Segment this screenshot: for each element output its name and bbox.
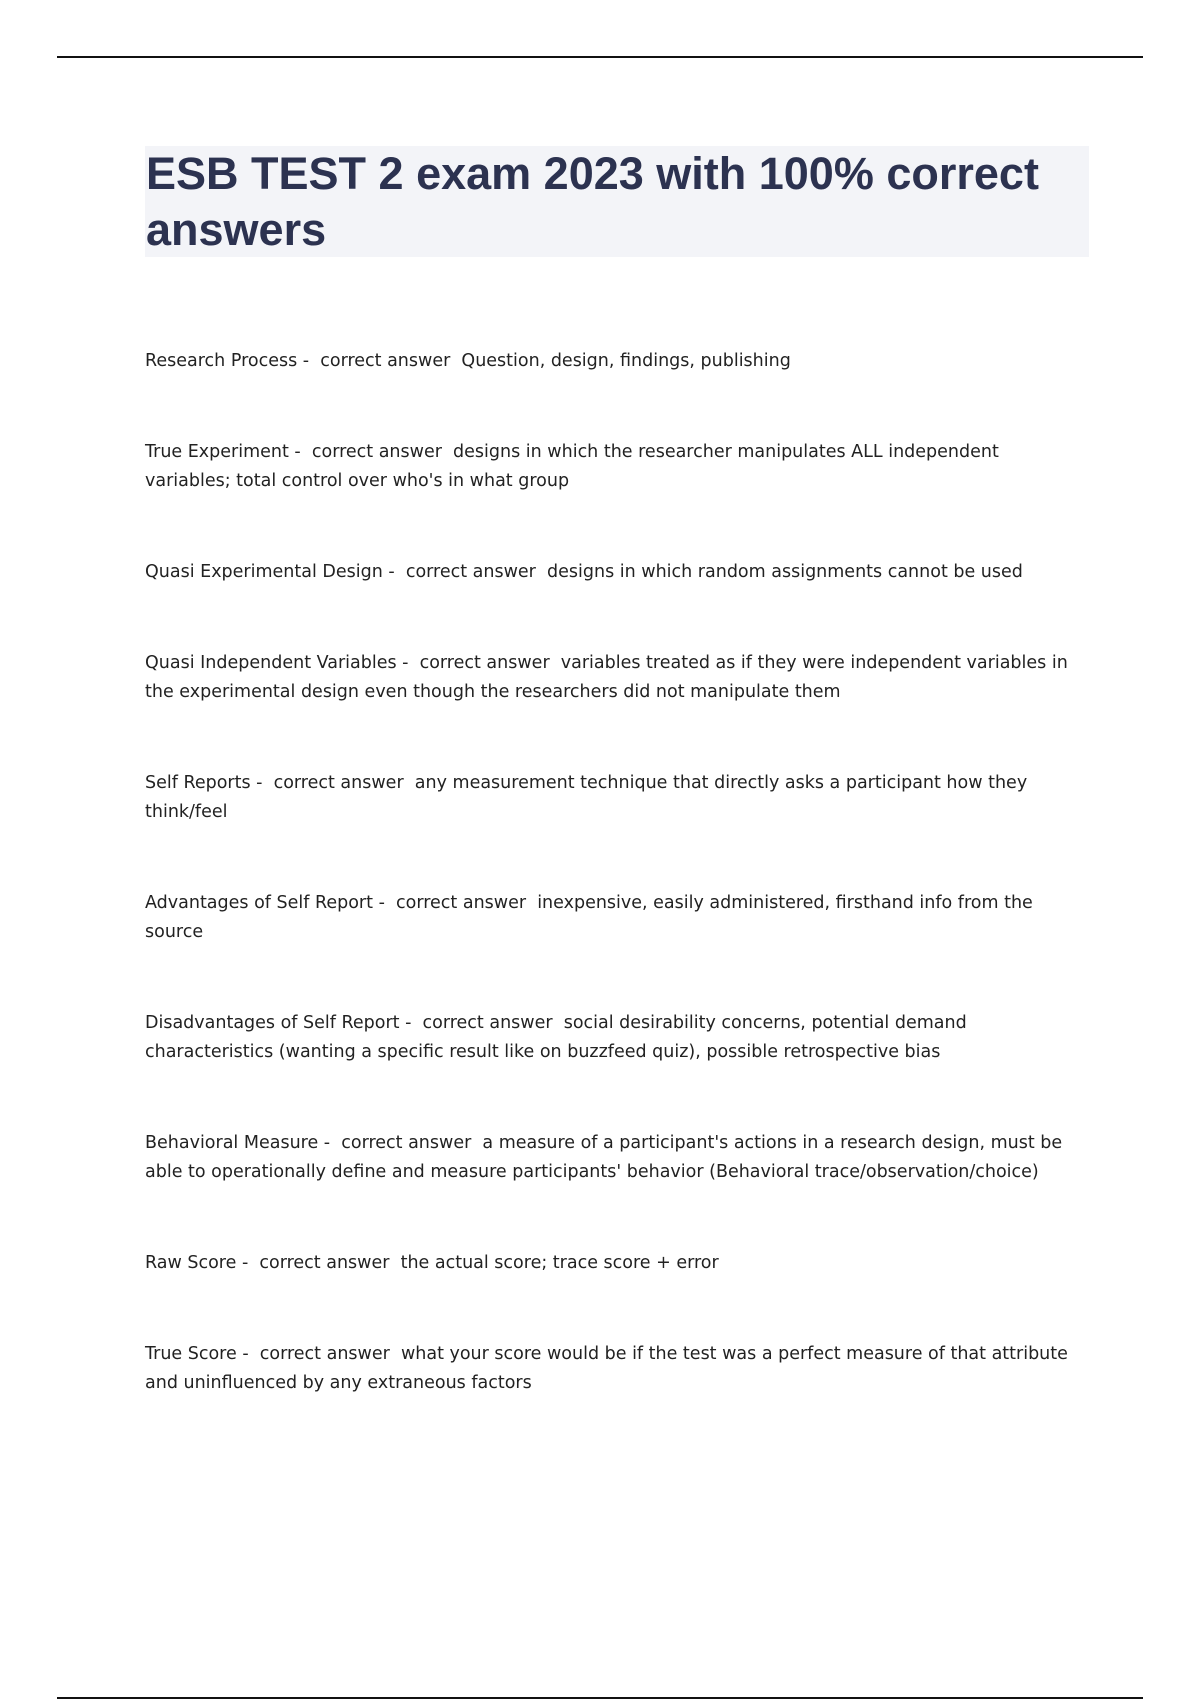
qa-answer: the actual score; trace score + error [400, 1253, 719, 1273]
qa-item-disadvantages-of-self-report [145, 1009, 1085, 1067]
qa-separator: - correct answer [382, 562, 548, 582]
qa-separator: - correct answer [236, 1253, 401, 1273]
qa-separator: - correct answer [236, 1344, 401, 1364]
qa-answer: a measure of a participant's actions in a research design, must be able to operationally define and measure participants' behavior (Behavioral trace/observation/choice) [145, 1133, 1063, 1182]
qa-term: Advantages of Self Report [145, 893, 373, 913]
qa-term: Quasi Independent Variables [145, 653, 397, 673]
qa-term: True Score [145, 1344, 237, 1364]
qa-item-behavioral-measure [145, 1129, 1085, 1187]
qa-answer: inexpensive, easily administered, firsthand info from the source [145, 893, 1033, 942]
qa-answer: social desirability concerns, potential demand characteristics (wanting a specific result like on buzzfeed quiz), possible retrospective bias [145, 1013, 967, 1062]
qa-separator: - correct answer [297, 351, 462, 371]
qa-term: True Experiment [145, 442, 289, 462]
qa-list [145, 347, 1085, 1460]
qa-answer: variables treated as if they were independent variables in the experimental design even though the researchers did not manipulate them [145, 653, 1068, 702]
qa-separator: - correct answer [373, 893, 538, 913]
qa-separator: - correct answer [250, 773, 415, 793]
qa-item-true-score [145, 1340, 1085, 1398]
qa-term: Research Process [145, 351, 298, 371]
qa-answer: Question, design, findings, publishing [461, 351, 791, 371]
qa-separator: - correct answer [396, 653, 561, 673]
qa-item-raw-score [145, 1249, 1085, 1278]
bottom-rule [57, 1697, 1143, 1699]
qa-term: Raw Score [145, 1253, 237, 1273]
qa-term: Self Reports [145, 773, 251, 793]
qa-item-self-reports [145, 769, 1085, 827]
qa-answer: what your score would be if the test was a perfect measure of that attribute and uninfluenced by any extraneous factors [145, 1344, 1068, 1393]
qa-term: Disadvantages of Self Report [145, 1013, 400, 1033]
qa-item-true-experiment [145, 438, 1085, 496]
qa-item-advantages-of-self-report [145, 889, 1085, 947]
qa-item-quasi-independent-variables [145, 649, 1085, 707]
qa-separator: - correct answer [318, 1133, 483, 1153]
qa-separator: - correct answer [288, 442, 454, 462]
qa-answer: any measurement technique that directly asks a participant how they think/feel [145, 773, 1028, 822]
qa-item-research-process [145, 347, 1085, 376]
document-title: ESB TEST 2 exam 2023 with 100% correct answers [146, 148, 1039, 255]
qa-separator: - correct answer [399, 1013, 564, 1033]
qa-term: Quasi Experimental Design [145, 562, 383, 582]
qa-item-quasi-experimental-design [145, 558, 1085, 587]
qa-term: Behavioral Measure [145, 1133, 319, 1153]
top-rule [57, 56, 1143, 58]
qa-answer: designs in which random assignments cannot be used [547, 562, 1023, 582]
qa-answer: designs in which the researcher manipulates ALL independent variables; total control over who's in what group [145, 442, 999, 491]
